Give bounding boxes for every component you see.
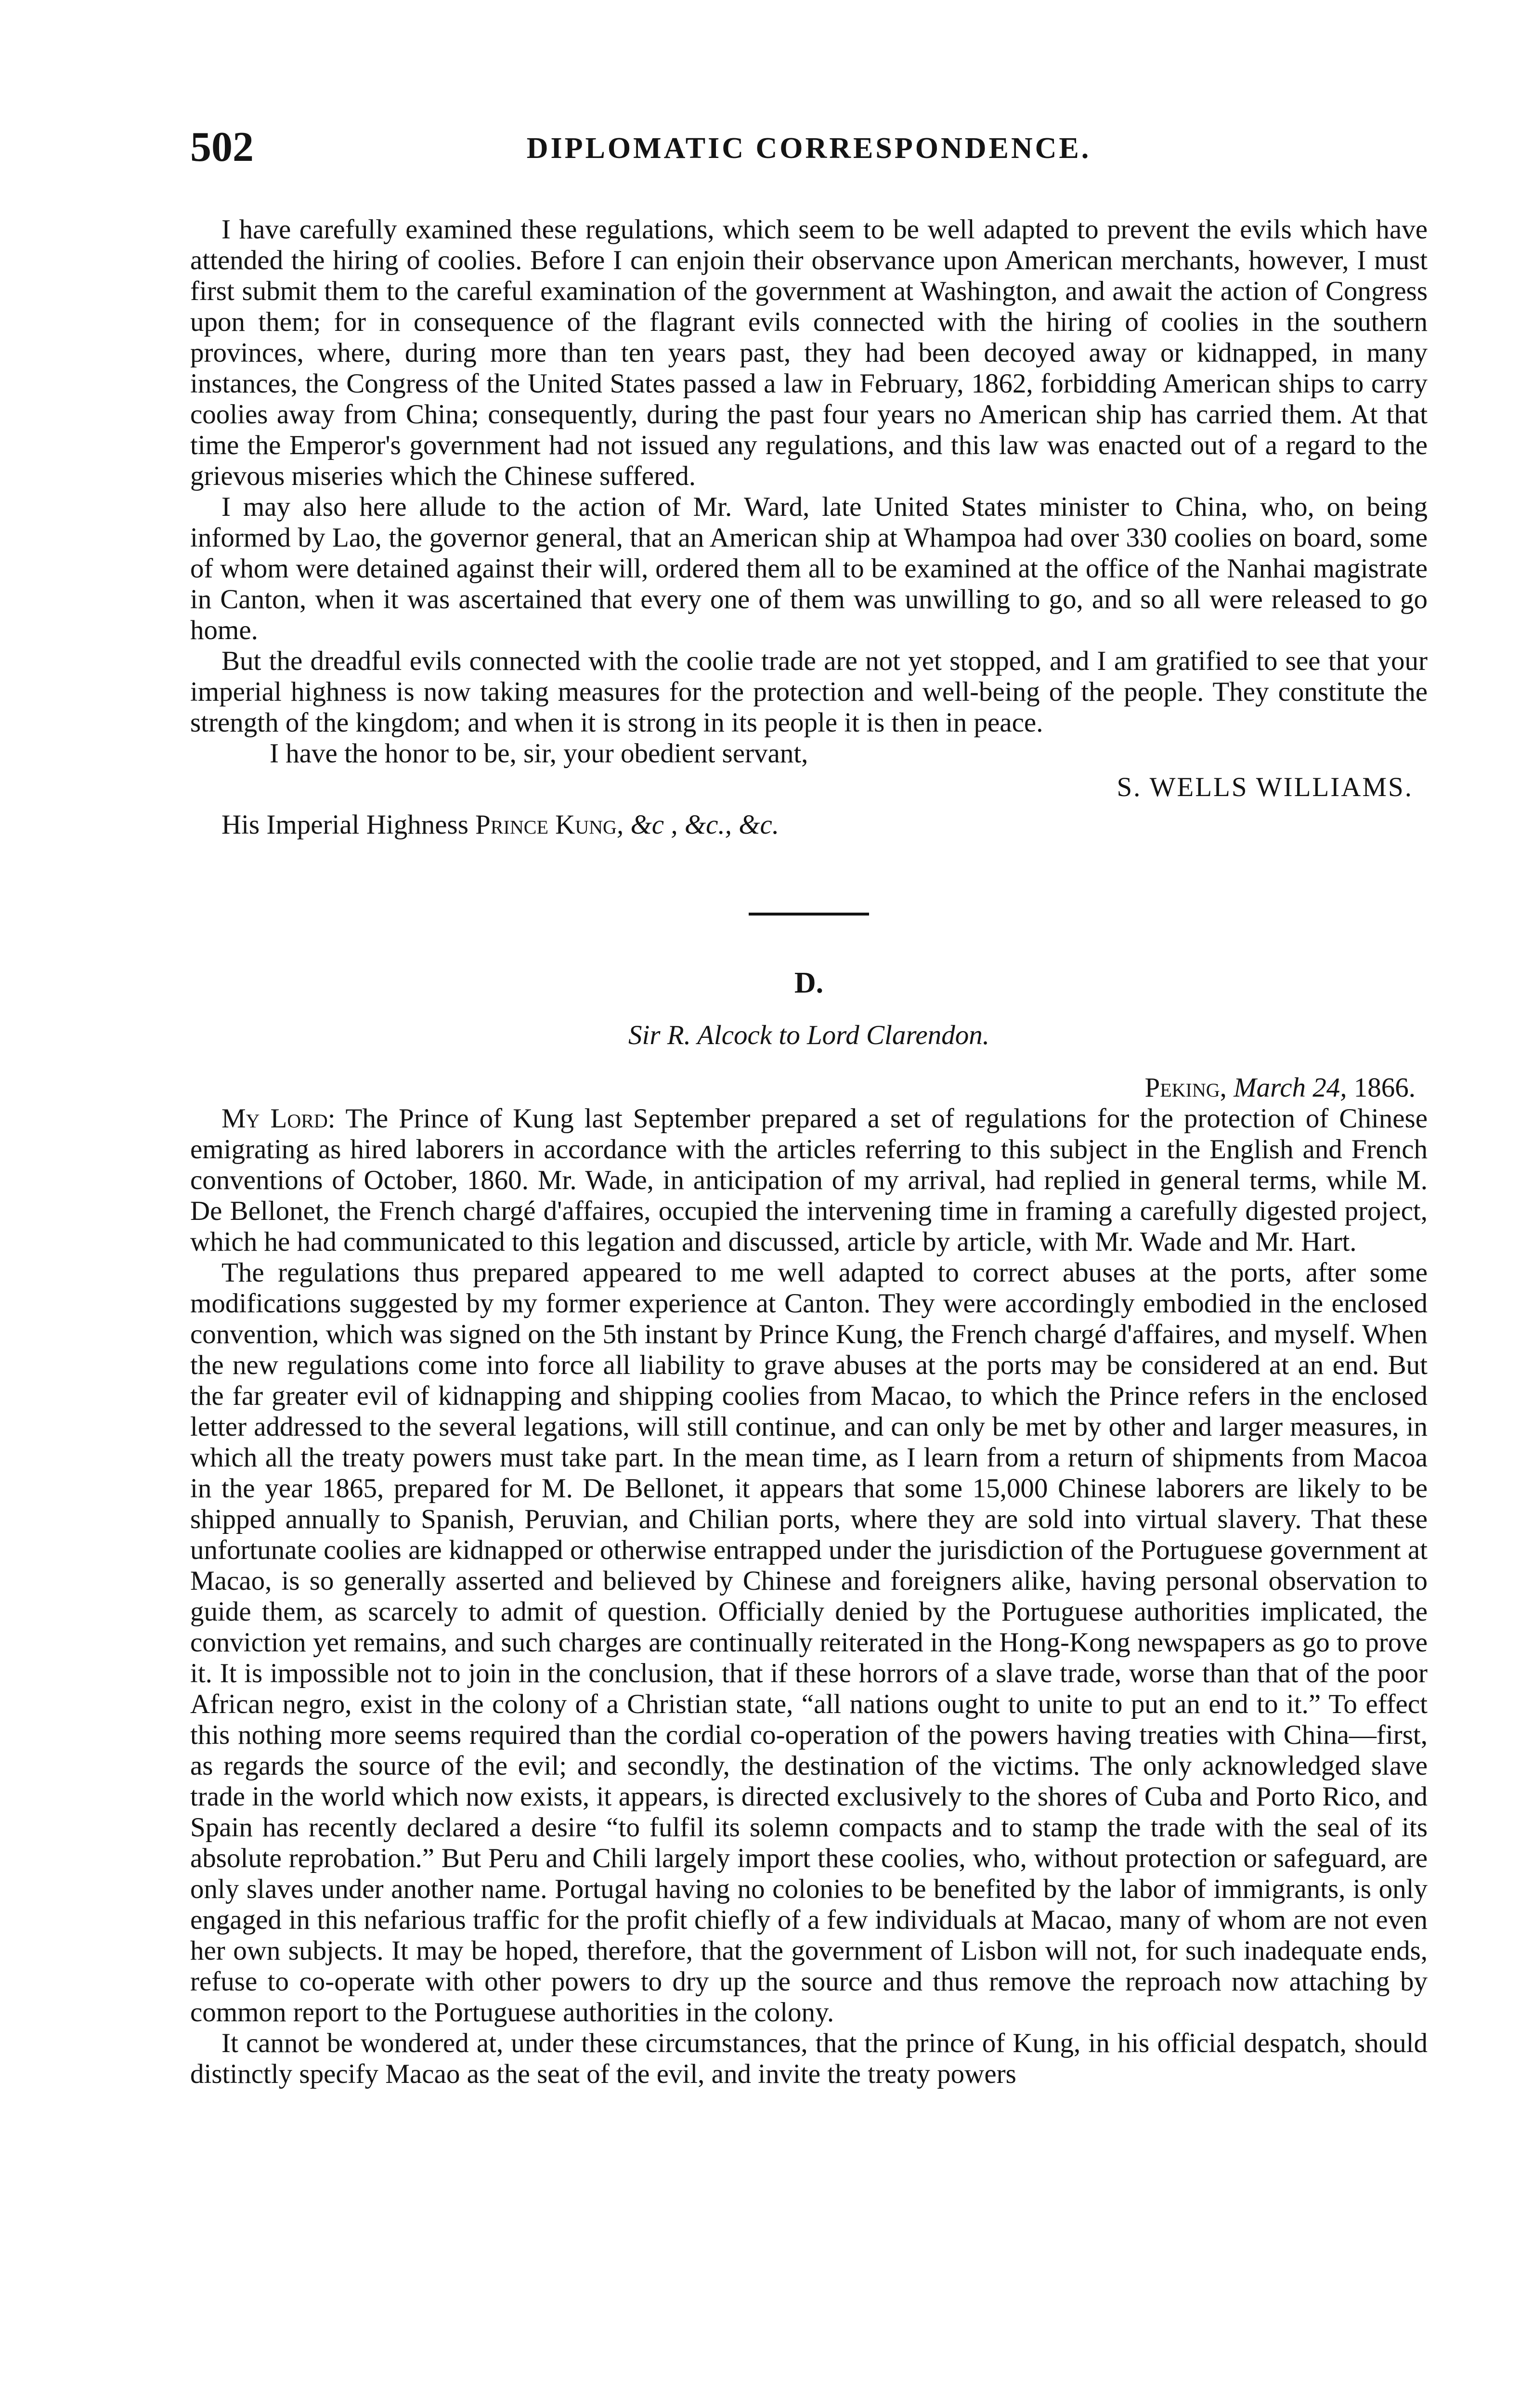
page-number: 502: [190, 124, 254, 170]
page-body: [190, 214, 1428, 2090]
section-letter: D.: [794, 967, 824, 999]
letter1-paragraph-2: I may also here allude to the action of Mr. Ward, late United States minister to China, who, on being informed by Lao, the governor general, that an American ship at Whampoa had over 330 coolies on board, some of whom were detained against their will, ordered them all to be examined at the office of the Nanhai magistrate in Canton, when it was ascertained that every one of them was unwilling to go, and so all were released to go home.: [190, 492, 1428, 645]
addressee-prefix: His Imperial Highness: [221, 810, 468, 840]
letter2-paragraph-3: It cannot be wondered at, under these circumstances, that the prince of Kung, in his official despatch, should distinctly specify Macao as the seat of the evil, and invite the treaty powers: [190, 2028, 1428, 2089]
salutation: My Lord:: [221, 1103, 336, 1134]
section-title: Sir R. Alcock to Lord Clarendon.: [628, 1020, 989, 1050]
addressee-suffix: , &c , &c., &c.: [616, 810, 779, 840]
letter2-paragraph-1-text: The Prince of Kung last September prepared a set of regulations for the protection of Chinese emigrating as hired laborers in accordance with the articles referring to this subject in the English and French conventions of October, 1860. Mr. Wade, in anticipation of my arrival, had replied in general terms, while M. De Bellonet, the French chargé d'affaires, occupied the intervening time in framing a carefully digested project, which he had communicated to this legation and discussed, article by article, with Mr. Wade and Mr. Hart.: [190, 1103, 1428, 1257]
letter1-paragraph-3: But the dreadful evils connected with the coolie trade are not yet stopped, and I am gratified to see that your imperial highness is now taking measures for the protection and well-being of the people. They constitute the strength of the kingdom; and when it is strong in its people it is then in peace.: [190, 646, 1428, 738]
page-header: [190, 123, 1428, 176]
dateline-year: 1866.: [1353, 1073, 1416, 1103]
letter1-signature: S. WELLS WILLIAMS.: [1117, 772, 1413, 802]
letter1-closing: I have the honor to be, sir, your obedient servant,: [270, 738, 808, 769]
dateline: [190, 1073, 1428, 1103]
section-divider: [749, 913, 869, 916]
dateline-place: Peking,: [1144, 1073, 1227, 1103]
dateline-month-day: March 24,: [1234, 1073, 1347, 1103]
letter2-paragraph-1: [190, 1103, 1428, 1257]
addressee-name: Prince Kung: [475, 810, 617, 840]
letter1-paragraph-1: I have carefully examined these regulations, which seem to be well adapted to prevent the evils which have attended the hiring of coolies. Before I can enjoin their observance upon American merchants, however, I must first submit them to the careful examination of the government at Washington, and await the action of Congress upon them; for in consequence of the flagrant evils connected with the hiring of coolies in the southern provinces, where, during more than ten years past, they had been decoyed away or kidnapped, in many instances, the Congress of the United States passed a law in February, 1862, forbidding American ships to carry coolies away from China; consequently, during the past four years no American ship has carried them. At that time the Emperor's government had not issued any regulations, and this law was enacted out of a regard to the grievous miseries which the Chinese suffered.: [190, 214, 1428, 491]
running-title: DIPLOMATIC CORRESPONDENCE.: [526, 132, 1091, 165]
letter2-paragraph-2: The regulations thus prepared appeared to me well adapted to correct abuses at the ports, after some modifications suggested by my former experience at Canton. They were accordingly embodied in the enclosed convention, which was signed on the 5th instant by Prince Kung, the French chargé d'affaires, and myself. When the new regulations come into force all liability to grave abuses at the ports may be considered at an end. But the far greater evil of kidnapping and shipping coolies from Macao, to which the Prince refers in the enclosed letter addressed to the several legations, will still continue, and can only be met by other and larger measures, in which all the treaty powers must take part. In the mean time, as I learn from a return of shipments from Macoa in the year 1865, prepared for M. De Bellonet, it appears that some 15,000 Chinese laborers are likely to be shipped annually to Spanish, Peruvian, and Chilian ports, where they are sold into virtual slavery. That these unfortunate coolies are kidnapped or otherwise entrapped under the jurisdiction of the Portuguese government at Macao, is so generally asserted and believed by Chinese and foreigners alike, having personal observation to guide them, as scarcely to admit of question. Officially denied by the Portuguese authorities implicated, the conviction yet remains, and such charges are continually reiterated in the Hong-Kong newspapers as go to prove it. It is impossible not to join in the conclusion, that if these horrors of a slave trade, worse than that of the poor African negro, exist in the colony of a Christian state, “all nations ought to unite to put an end to it.” To effect this nothing more seems required than the cordial co-operation of the powers having treaties with China—first, as regards the source of the evil; and secondly, the destination of the victims. The only acknowledged slave trade in the world which now exists, it appears, is directed exclusively to the shores of Cuba and Porto Rico, and Spain has recently declared a desire “to fulfil its solemn compacts and to stamp the trade with the seal of its absolute reprobation.” But Peru and Chili largely import these coolies, who, without protection or safeguard, are only slaves under another name. Portugal having no colonies to be benefited by the labor of immigrants, is only engaged in this nefarious traffic for the profit chiefly of a few individuals at Macao, many of whom are not even her own subjects. It may be hoped, therefore, that the government of Lisbon will not, for such inadequate ends, refuse to co-operate with other powers to dry up the source and thus remove the reproach now attaching by common report to the Portuguese authorities in the colony.: [190, 1257, 1428, 2028]
letter1-addressee: [190, 810, 1428, 840]
